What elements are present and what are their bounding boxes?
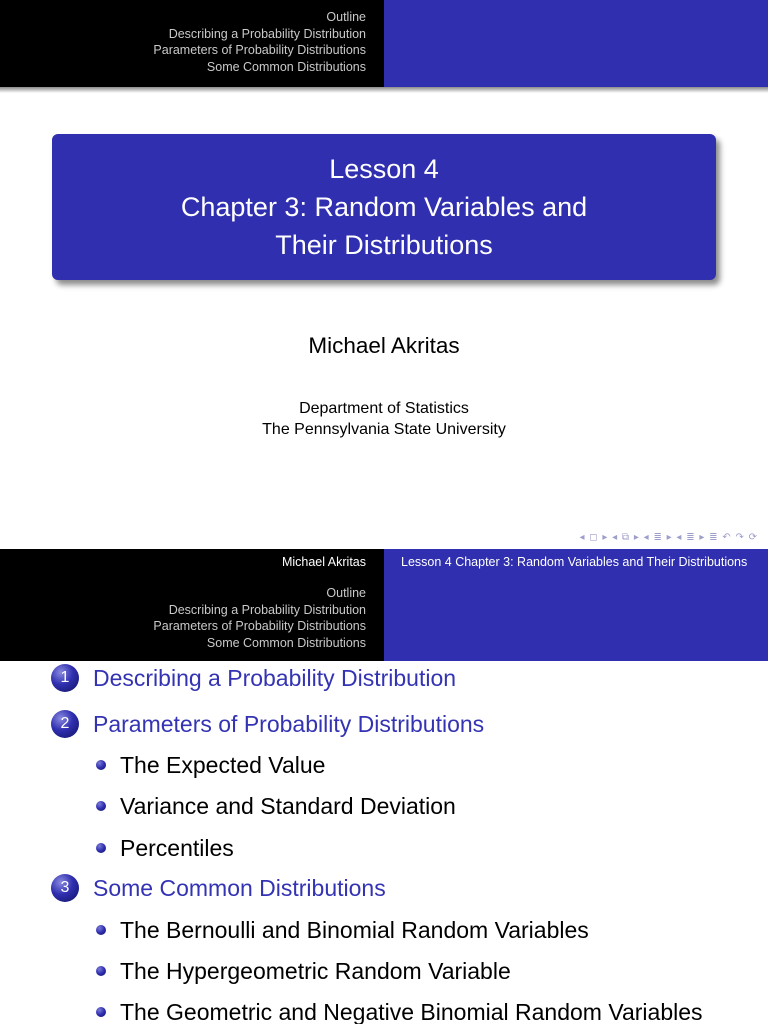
bullet-icon — [96, 801, 106, 811]
nav-item-parameters[interactable]: Parameters of Probability Distributions — [153, 43, 366, 57]
nav-item-describing[interactable]: Describing a Probability Distribution — [168, 26, 366, 41]
header-bar — [0, 576, 768, 661]
header-blue-panel — [384, 576, 768, 661]
toc-subsection-label: The Geometric and Negative Binomial Random Variables — [120, 999, 703, 1024]
institute — [0, 399, 768, 440]
header-nav-panel — [0, 576, 384, 661]
nav-item-describing[interactable]: Describing a Probability Distribution — [168, 602, 366, 617]
title-block — [52, 134, 716, 280]
header-shadow — [0, 87, 768, 93]
nav-item-parameters[interactable]: Parameters of Probability Distributions — [153, 619, 366, 633]
bullet-icon — [96, 966, 106, 976]
nav-item-outline[interactable]: Outline — [326, 10, 366, 24]
section-nav — [153, 9, 366, 75]
bullet-icon — [96, 843, 106, 853]
toc-section-label: Some Common Distributions — [93, 875, 386, 901]
bullet-icon — [96, 760, 106, 770]
title-line-1: Lesson 4 — [329, 154, 439, 184]
header-blue-panel — [384, 0, 768, 87]
bullet-icon — [96, 1007, 106, 1017]
section-number-ball: 3 — [51, 874, 79, 902]
section-nav — [153, 585, 366, 651]
nav-item-common-distributions[interactable]: Some Common Distributions — [206, 635, 366, 650]
toc-subsection-label: Variance and Standard Deviation — [120, 793, 456, 819]
institute-department: Department of Statistics — [299, 400, 469, 417]
footline — [0, 549, 768, 576]
footline-author: Michael Akritas — [0, 549, 384, 576]
section-number-ball: 2 — [51, 710, 79, 738]
footline-title: Lesson 4 Chapter 3: Random Variables and Their Distributions — [384, 549, 768, 576]
section-number-ball: 1 — [51, 664, 79, 692]
toc-section-label: Parameters of Probability Distributions — [93, 711, 485, 737]
toc-subsection-label: The Bernoulli and Binomial Random Variables — [120, 917, 589, 943]
toc-subsection-label: The Hypergeometric Random Variable — [120, 958, 511, 984]
header-nav-panel — [0, 0, 384, 87]
toc-subsection-label: Percentiles — [120, 835, 234, 861]
author-name: Michael Akritas — [308, 333, 460, 358]
beamer-navigation-symbols[interactable]: ◂ ◻ ▸ ◂ ⧉ ▸ ◂ ≣ ▸ ◂ ≣ ▸ ≣ ↶ ↷ ⟳ — [579, 532, 758, 543]
nav-item-common-distributions[interactable]: Some Common Distributions — [206, 59, 366, 74]
title-line-3: Their Distributions — [275, 230, 493, 260]
bullet-icon — [96, 925, 106, 935]
nav-item-outline[interactable]: Outline — [326, 586, 366, 600]
title-line-2: Chapter 3: Random Variables and — [180, 192, 588, 222]
header-bar — [0, 0, 768, 87]
outline-slide — [0, 549, 768, 1024]
institute-university: The Pennsylvania State University — [262, 420, 506, 438]
toc-subsection-label: The Expected Value — [120, 752, 326, 778]
toc-section-label: Describing a Probability Distribution — [93, 665, 457, 691]
